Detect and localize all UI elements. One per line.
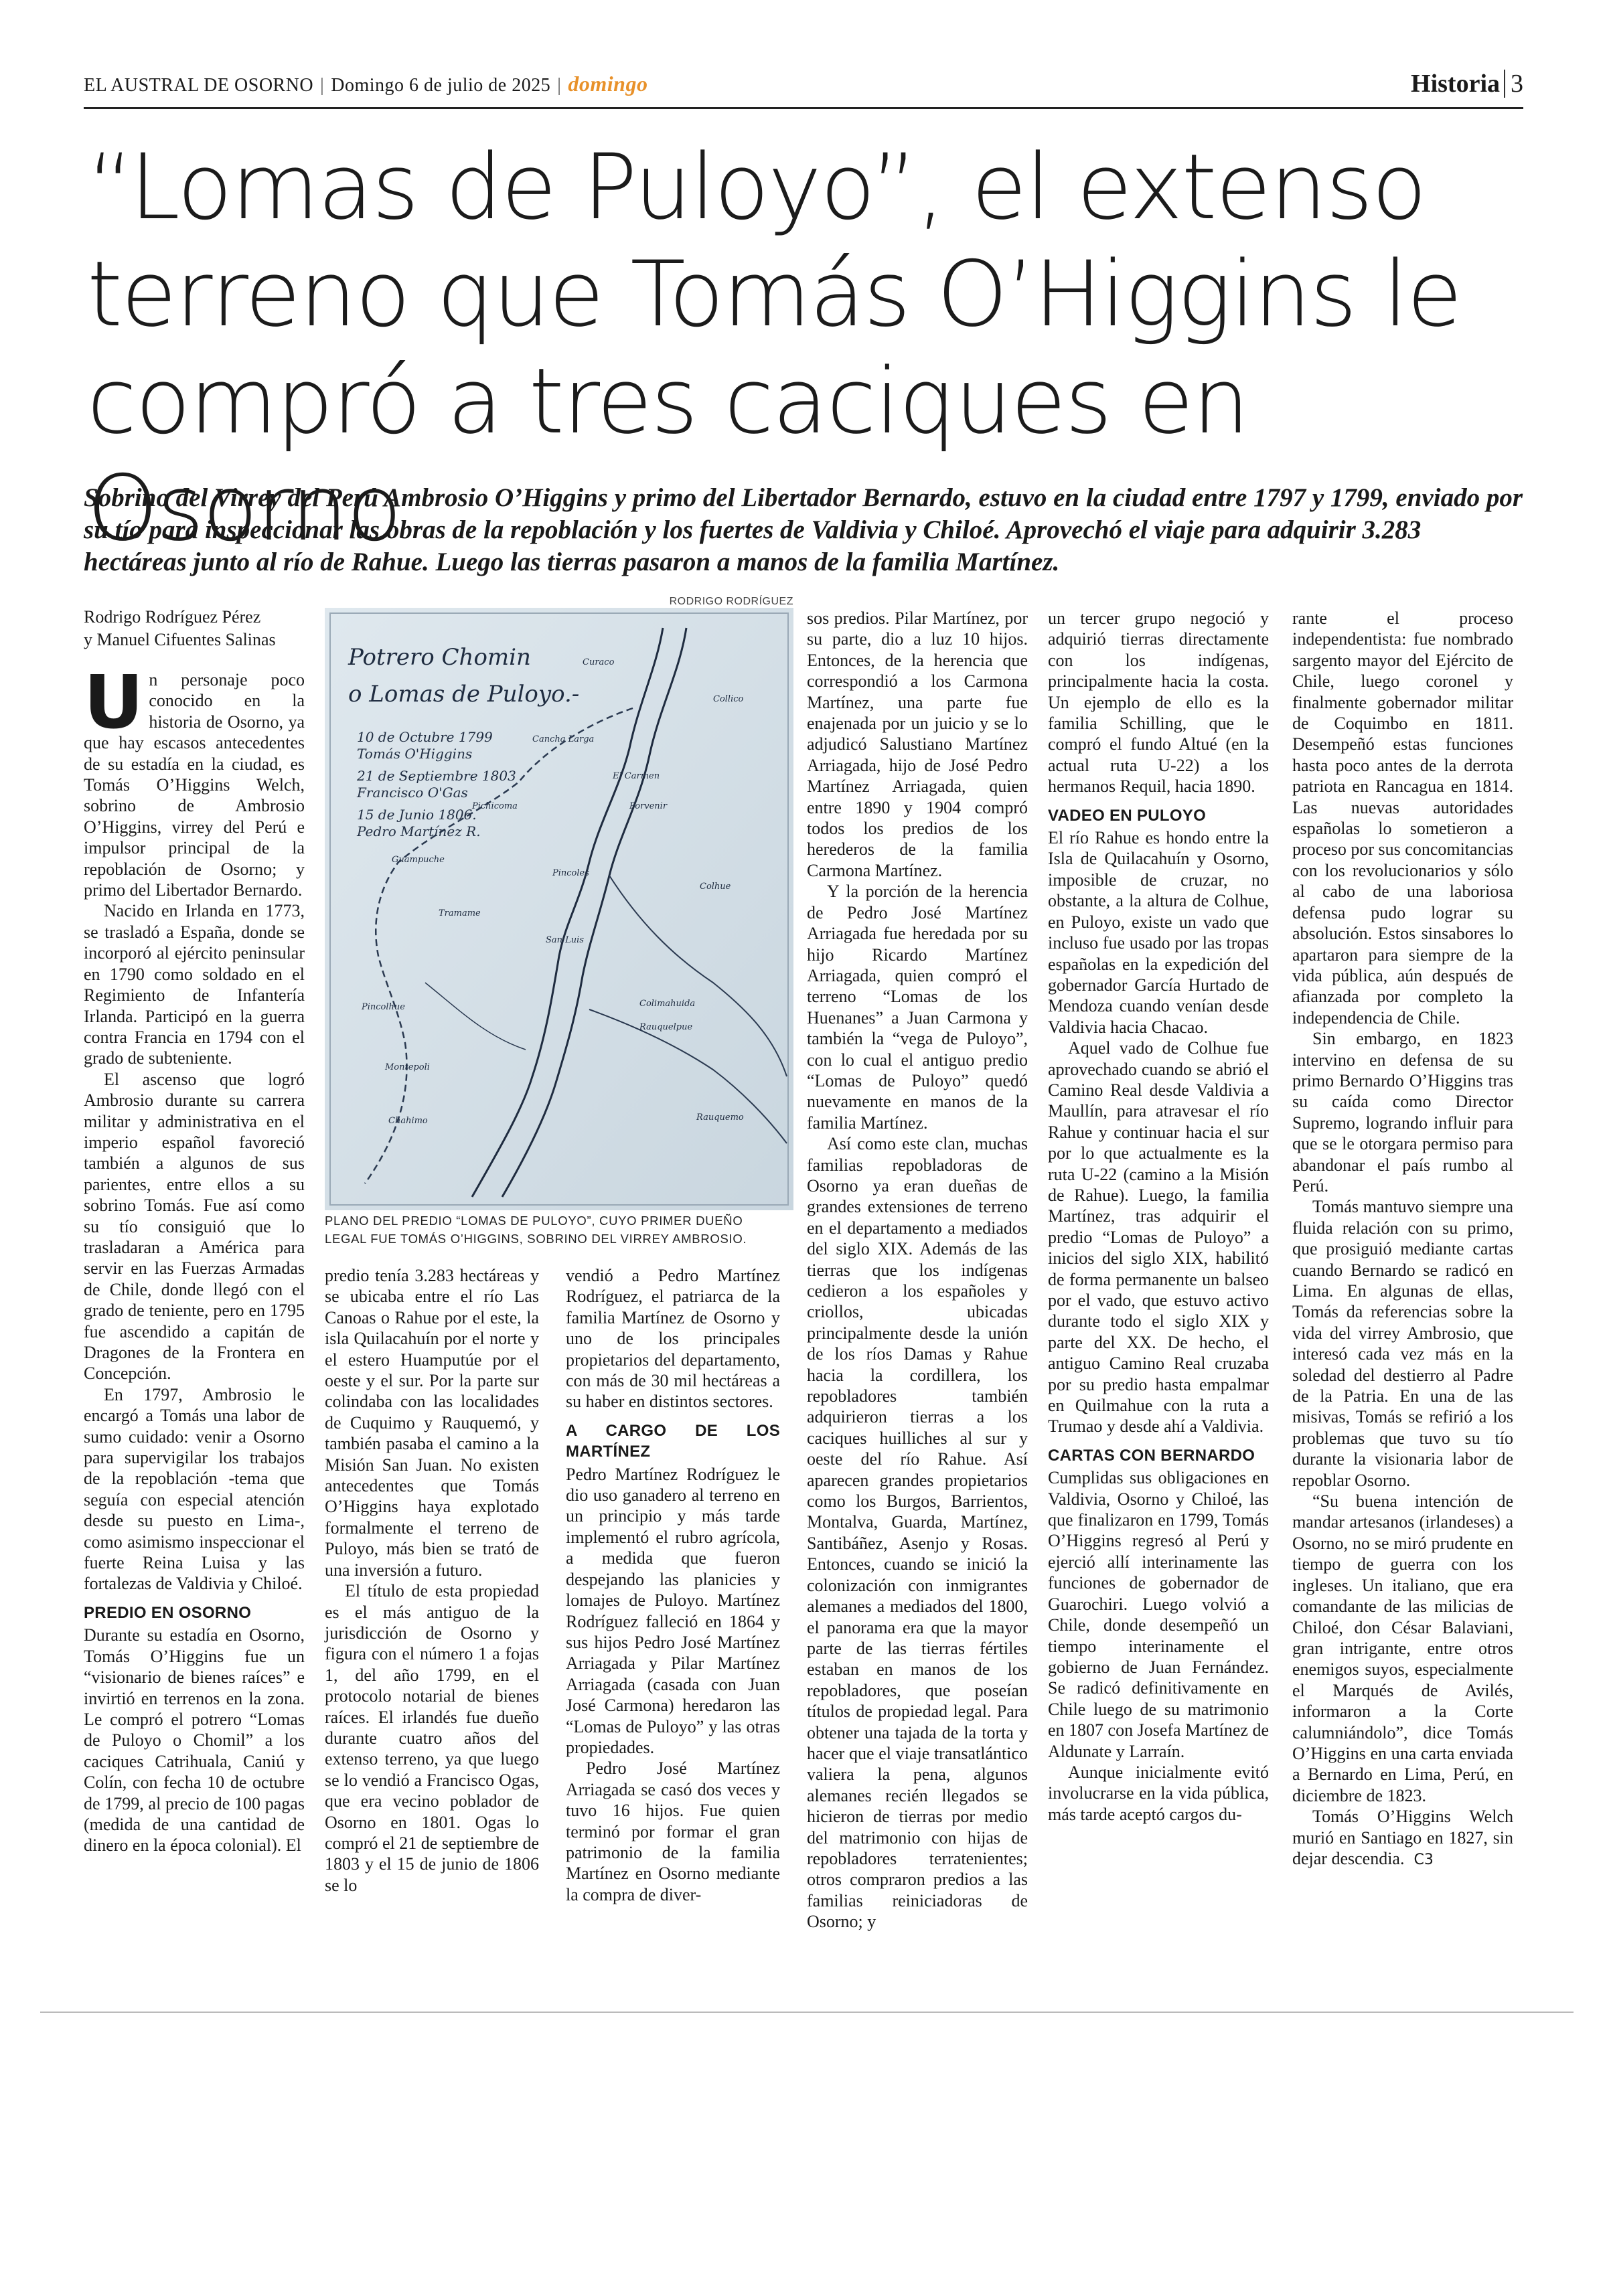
article-paragraph <box>1048 608 1269 797</box>
paragraph-text: El río Rahue es hondo entre la Isla de Quilacahuín y Osorno, imposible de cruzar, no obstante, a la altura de Colhue, en Puloyo, existe un vado que incluso fue usado por las tropas españolas en la expedición del gobernador García Hurtado de Mendoza cuando venían desde Valdivia hacia Chacao. <box>1048 828 1269 1037</box>
article-paragraph <box>1292 608 1513 1028</box>
paragraph-text: Sin embargo, en 1823 intervino en defensa de su primo Bernardo O’Higgins tras su caída como Director Supremo, logrando influir para que se le otorgara permiso para abandonar el país rumbo al Perú. <box>1292 1029 1513 1196</box>
section-name: Historia <box>1411 70 1500 98</box>
map-place: Chahimo <box>388 1116 428 1126</box>
end-mark-icon: C3 <box>1413 1851 1434 1868</box>
article-paragraph <box>84 900 305 1068</box>
paragraph-text: “Su buena intención de mandar artesanos (irlandeses) a Osorno, no se miró prudente en tiempo de guerra con los ingleses. Un italiano, que era comandante de las milicias de Chiloé, don César Balaviani, gran intrigante, entre otros enemigos suyos, especialmente el Marqués de Avilés, informaron a la Corte calumniándolo”, dice Tomás O’Higgins en una carta enviada a Bernardo en Lima, Perú, en diciembre de 1823. <box>1292 1491 1513 1805</box>
paragraph-text: un tercer grupo negoció y adquirió tierras directamente con los indígenas, principalmente hacia la costa. Un ejemplo de ello es la familia Schilling, que le compró el fundo Altué (en la actual ruta U-22) a los hermanos Requil, hacia 1890. <box>1048 608 1269 797</box>
drop-cap: U <box>84 659 144 745</box>
paragraph-text: rante el proceso independentista: fue nombrado sargento mayor del Ejército de Chile, luego coronel y finalmente gobernador militar de Coquimbo en 1811. Desempeñó estas funciones hasta poco antes de la derrota patriota en Rancagua en 1814. Las nuevas autoridades españolas lo sometieron a proceso por sus concomitancias con los revolucionarios y sólo al cabo de una laboriosa defensa pudo lograr su absolución. Estos sinsabores lo apartaron para siempre de la vida pública, aún después de afianzada por completo la independencia de Chile. <box>1292 608 1513 1028</box>
article-paragraph <box>84 1384 305 1594</box>
map-place: Pincolhue <box>362 1002 405 1012</box>
article-paragraph <box>84 1625 305 1856</box>
paragraph-text: El título de esta propiedad es el más antiguo de la jurisdicción de Osorno y figura con el número 1 a fojas 1, del año 1799, en el protocolo notarial de bienes raíces. El irlandés fue dueño durante cuatro años del extenso terreno, ya que luego se lo vendió a Francisco Ogas, que era vecino poblador de Osorno en 1801. Ogas lo compró el 21 de septiembre de 1803 y el 15 de junio de 1806 se lo <box>325 1581 539 1895</box>
paragraph-text: Aunque inicialmente evitó involucrarse en la vida pública, más tarde aceptó cargos du- <box>1048 1762 1269 1824</box>
paper-name: EL AUSTRAL DE OSORNO <box>84 74 314 96</box>
article-column-1 <box>84 659 305 1856</box>
article-paragraph <box>1048 1038 1269 1437</box>
masthead-left: EL AUSTRAL DE OSORNO | Domingo 6 de julio de 2025 | domingo <box>84 71 648 96</box>
paragraph-text: El ascenso que logró Ambrosio durante su carrera militar y administrativa en el imperio español favoreció también a algunos de sus parientes, entre ellos a su sobrino Tomás. Fue así como su tío consiguió que lo trasladaran a América para servir en las Fuerzas Armadas de Chile, donde llegó con el grado de teniente, pero en 1795 fue ascendido a capitán de Dragones de la Frontera en Concepción. <box>84 1069 305 1384</box>
map-place: San Luis <box>546 935 584 945</box>
map-place: Colimahuida <box>639 999 696 1009</box>
masthead-right <box>1411 69 1523 98</box>
article-paragraph <box>566 1265 780 1412</box>
article-paragraph <box>1292 1196 1513 1491</box>
map-note-6: Pedro Martínez R. <box>357 823 481 839</box>
article-paragraph <box>1048 827 1269 1038</box>
byline-author-1: Rodrigo Rodríguez Pérez <box>84 607 261 627</box>
map-place: Cancha Larga <box>532 734 595 744</box>
map-figure <box>325 596 793 1217</box>
paragraph-text: En 1797, Ambrosio le encargó a Tomás una labor de sumo cuidado: venir a Osorno para supervigilar los trabajos de la repoblación -tema que seguía con especial atención desde su puesto en Lima-, como asimismo inspeccionar el fuerte Reina Luisa y las fortalezas de Valdivia y Chiloé. <box>84 1384 305 1594</box>
article-paragraph <box>1292 1806 1513 1870</box>
map-place: Pichicoma <box>472 801 518 811</box>
photo-credit: RODRIGO RODRÍGUEZ <box>669 596 793 607</box>
map-place: El Carmen <box>613 771 660 781</box>
map-place: Guampuche <box>392 855 445 865</box>
article-paragraph <box>1292 1028 1513 1196</box>
byline-author-2: y Manuel Cifuentes Salinas <box>84 630 276 649</box>
page-number: 3 <box>1504 70 1523 98</box>
figure-caption: PLANO DEL PREDIO “LOMAS DE PULOYO”, CUYO PRIMER DUEÑO LEGAL FUE TOMÁS O’HIGGINS, SOBRINO DEL VIRREY AMBROSIO. <box>325 1214 747 1246</box>
edition-date: Domingo 6 de julio de 2025 <box>331 74 551 96</box>
article-paragraph <box>325 1580 539 1896</box>
map-place: Pincoles <box>552 868 589 878</box>
map-place: Colhue <box>700 882 731 892</box>
paragraph-text: Pedro Martínez Rodríguez le dio uso ganadero al terreno en un principio y más tarde implementó el rubro agrícola, a medida que fueron despejando las planicies y lomajes de Puloyo. Martínez Rodríguez falleció en 1864 y sus hijos Pedro José Martínez Arriagada y Pilar Martínez Arriagada (casada con Juan José Carmona) heredaron las “Lomas de Puloyo” y las otras propiedades. <box>566 1464 780 1757</box>
headline: “Lomas de Puloyo”, el extenso terreno que Tomás O’Higgins le compró a tres caciques en Osorno <box>87 135 1462 561</box>
map-place: Collico <box>713 694 744 704</box>
section-subheading: VADEO EN PULOYO <box>1048 806 1207 825</box>
article-column-2 <box>325 1265 539 1896</box>
paragraph-text: vendió a Pedro Martínez Rodríguez, el patriarca de la familia Martínez de Osorno y uno de los principales propietarios del departamento, con más de 30 mil hectáreas a su haber en distintos sectores. <box>566 1266 780 1412</box>
article-paragraph <box>807 608 1028 881</box>
paragraph-text: Pedro José Martínez Arriagada se casó dos veces y tuvo 16 hijos. Fue quien terminó por formar el gran patrimonio de la familia Martínez en Osorno mediante la compra de diver- <box>566 1758 780 1904</box>
article-paragraph <box>566 1464 780 1758</box>
article-paragraph <box>1048 1762 1269 1825</box>
paragraph-text: Así como este clan, muchas familias repobladoras de Osorno ya eran dueñas de grandes extensiones de terreno en el departamento a mediados del siglo XIX. Además de las tierras que los indígenas cedieron a los españoles y criollos, ubicadas principalmente desde la unión de los ríos Damas y Rahue hacia la cordillera, los repobladores también adquirieron tierras a los caciques huilliches al sur y oeste del río Rahue. Así aparecen grandes propietarios como los Burgos, Barrientos, Montalva, Guarda, Martínez, Santibáñez, Asenjo y Rosas. Entonces, cuando se inició la colonización con inmigrantes alemanes a mediados del 1800, el panorama era que la mayor parte de las tierras fértiles estaban en manos de los repobladores, que poseían títulos de propiedad legal. Para obtener una tajada de la torta y hacer que el viaje transatlántico valiera la pena, algunos alemanes recién llegados se hicieron de tierras por medio del matrimonio con hijas de repobladores terratenientes; otros compraron predios a las familias reiniciadoras de Osorno; y <box>807 1134 1028 1932</box>
article-column-5 <box>1048 608 1269 1825</box>
paragraph-text: Y la porción de la herencia de Pedro José Martínez Arriagada fue heredada por su hijo Ricardo Martínez Arriagada, quien compró el terreno “Lomas de los Huenanes” a Juan Carmona y también la “vega de Puloyo”, con lo cual el antiguo predio “Lomas de Puloyo” quedó nuevamente en manos de la familia Martínez. <box>807 882 1028 1133</box>
map-title-2: o Lomas de Puloyo.- <box>348 681 580 708</box>
section-subheading: CARTAS CON BERNARDO <box>1048 1446 1255 1465</box>
map-note-3: 21 de Septiembre 1803 <box>357 768 516 784</box>
map-note-5: 15 de Junio 1806. <box>357 807 477 823</box>
paragraph-text: Tomás O’Higgins Welch murió en Santiago en 1827, sin dejar descendia. <box>1292 1807 1513 1868</box>
paragraph-text: Nacido en Irlanda en 1773, se trasladó a España, donde se incorporó al ejército peninsular en 1790 como soldado en el Regimiento de Infantería Irlanda. Participó en la guerra contra Francia en 1794 con el grado de subteniente. <box>84 901 305 1068</box>
lede: Sobrino del Virrey del Perú Ambrosio O’Higgins y primo del Libertador Bernardo, estuvo en la ciudad entre 1797 y 1799, enviado por su tío para inspeccionar las obras de la repoblación y los fuertes de Valdivia y Chiloé. Aprovechó el viaje para adquirir 3.283 hectáreas junto al río de Rahue. Luego las tierras pasaron a manos de la familia Martínez. <box>84 483 1523 576</box>
paragraph-text: Durante su estadía en Osorno, Tomás O’Higgins fue un “visionario de bienes raíces” e invirtió en terrenos en la zona. Le compró el potrero “Lomas de Puloyo o Chomil” a los caciques Catrihuala, Caniú y Colín, con fecha 10 de octubre de 1799, al precio de 100 pagas (medida de una cantidad de dinero en la época colonial). El <box>84 1625 305 1856</box>
map-place: Tramame <box>439 908 481 918</box>
article-paragraph <box>1292 1491 1513 1806</box>
masthead <box>84 67 1523 109</box>
article-paragraph <box>807 881 1028 1133</box>
map-plan-image <box>325 608 793 1210</box>
article-column-4 <box>807 608 1028 1933</box>
byline <box>84 606 305 651</box>
article-paragraph <box>807 1133 1028 1932</box>
footer-rule <box>40 2012 1574 2013</box>
section-brand: domingo <box>568 71 648 96</box>
map-place: Curaco <box>583 657 615 667</box>
section-subheading: A CARGO DE LOS MARTÍNEZ <box>566 1421 780 1461</box>
article-column-3 <box>566 1265 780 1905</box>
article-paragraph <box>84 1069 305 1384</box>
map-place: Rauquemo <box>696 1113 744 1123</box>
article-column-6 <box>1292 608 1513 1870</box>
map-title-1: Potrero Chomin <box>348 644 531 671</box>
map-note-4: Francisco O'Gas <box>357 785 468 801</box>
map-place: Montepoli <box>385 1062 430 1072</box>
map-place: Rauquelpue <box>639 1022 693 1032</box>
paragraph-text: predio tenía 3.283 hectáreas y se ubicaba entre el río Las Canoas o Rahue por el este, la isla Quilacahuín por el norte y el estero Huamputúe por el oeste y el sur. Por la parte sur colindaba con las localidades de Cuquimo y Rauquemó, y también pasaba el camino a la Misión San Juan. No existen antecedentes que Tomás O’Higgins haya explotado formalmente el terreno de Puloyo, más bien se trató de una inversión a futuro. <box>325 1266 539 1580</box>
section-subheading: PREDIO EN OSORNO <box>84 1603 252 1622</box>
paragraph-text: Tomás mantuvo siempre una fluida relación con su primo, que prosiguió mediante cartas cuando Bernardo se radicó en Lima. En algunas de ellas, Tomás da referencias sobre la vida del virrey Ambrosio, que interesó cada vez más en la soledad del destierro al Padre de la Patria. En una de las misivas, Tomás se refirió a los problemas que tuvo su tío durante la visionaria labor de repoblar Osorno. <box>1292 1197 1513 1490</box>
article-paragraph <box>84 659 305 900</box>
map-note-2: Tomás O'Higgins <box>357 746 473 762</box>
paragraph-text: Aquel vado de Colhue fue aprovechado cuando se abrió el Camino Real desde Valdivia a Maullín, para atravesar el río Rahue y continuar hacia el sur por lo que actualmente es la ruta U-22 (camino a la Misión de Rahue). Luego, la familia Martínez, tras adquirir el predio “Lomas de Puloyo” a inicios del siglo XIX, habilitó de forma permanente un balseo por el vado, que estuvo activo durante todo el siglo XIX y parte del XX. De hecho, el antiguo Camino Real cruzaba por su predio hasta empalmar en Quilmahue con la ruta a Trumao y desde ahí a Valdivia. <box>1048 1038 1269 1437</box>
paragraph-text: Cumplidas sus obligaciones en Valdivia, Osorno y Chiloé, las que finalizaron en 1799, Tomás O’Higgins regresó al Perú y ejerció allí interinamente las funciones de gobernador de Guarochiri. Luego volvió a Chile, donde desempeñó un tiempo interinamente el gobierno de Juan Fernández. Se radicó definitivamente en Chile luego de su matrimonio en 1807 con Josefa Martínez de Aldunate y Larraín. <box>1048 1468 1269 1761</box>
map-place: Porvenir <box>629 801 668 811</box>
paragraph-text: sos predios. Pilar Martínez, por su parte, dio a luz 10 hijos. Entonces, de la herencia que correspondió a los Carmona Martínez, una parte fue enajenada por un juicio y se lo adjudicó Salustiano Martínez Arriagada, hijo de José Pedro Martínez Arriagada, quien entre 1890 y 1904 compró todos los predios de los herederos de la familia Carmona Martínez. <box>807 608 1028 880</box>
article-paragraph <box>1048 1467 1269 1762</box>
article-paragraph <box>325 1265 539 1580</box>
paragraph-text: n personaje poco conocido en la historia de Osorno, ya que hay escasos antecedentes de su estadía en la ciudad, es Tomás O’Higgins Welch, sobrino de Ambrosio O’Higgins, virrey del Perú e impulsor principal de la repoblación de Osorno; y primo del Libertador Bernardo. <box>84 670 305 900</box>
article-paragraph <box>566 1758 780 1905</box>
map-note-1: 10 de Octubre 1799 <box>357 729 493 745</box>
